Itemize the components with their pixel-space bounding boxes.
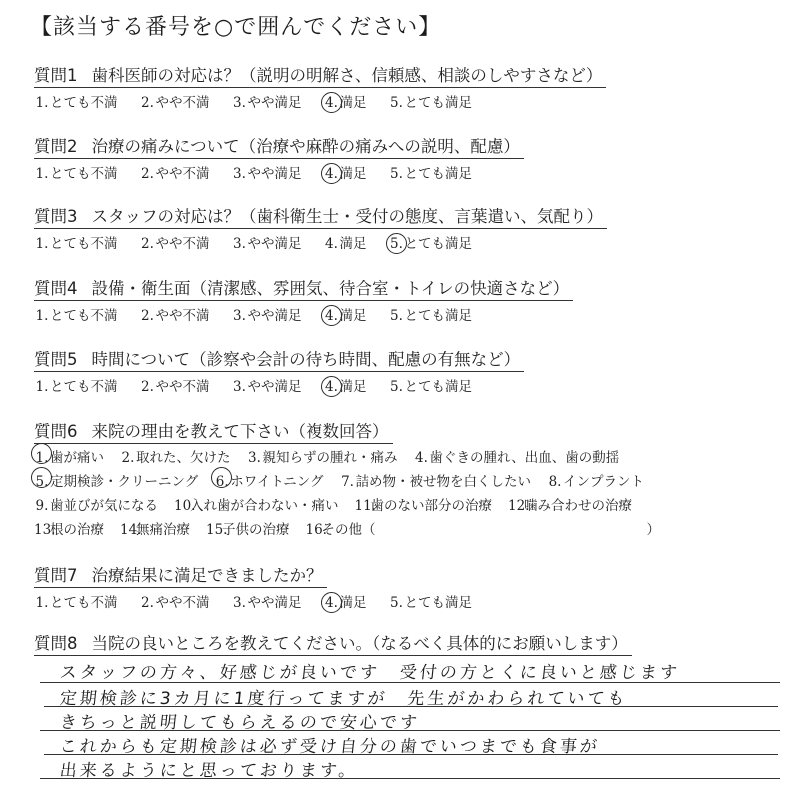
question-title <box>34 275 573 301</box>
ruled-line <box>44 706 778 707</box>
option-label: とても満足 <box>404 595 472 611</box>
option-number: 2. <box>141 379 154 395</box>
question-title <box>34 630 632 656</box>
rating-option[interactable] <box>140 304 210 324</box>
question-text: 当院の良いところを教えてください。（なるべく具体的にお願いします） <box>91 634 628 653</box>
question-number: 質問3 <box>34 207 78 226</box>
reason-row <box>34 518 794 542</box>
option-number: 1. <box>35 166 49 182</box>
option-number: 3. <box>233 166 246 182</box>
option-number: 2. <box>141 95 154 111</box>
option-label: 歯ぐきの腫れ、出血、歯の動揺 <box>429 450 620 466</box>
reason-option[interactable] <box>34 518 104 542</box>
question-text: 治療結果に満足できましたか？ <box>91 566 323 585</box>
question-text: 来院の理由を教えて下さい（複数回答） <box>91 422 389 441</box>
option-label: 満足 <box>339 379 367 395</box>
option-number: 7. <box>341 474 354 490</box>
reason-option[interactable] <box>214 470 323 494</box>
option-label: 歯が痛い <box>50 450 104 466</box>
option-number: 1. <box>35 308 49 324</box>
option-label: とても不満 <box>50 166 118 182</box>
ruled-line <box>40 778 780 779</box>
rating-option[interactable] <box>389 375 473 395</box>
option-number: 1. <box>35 379 49 395</box>
reason-option[interactable] <box>120 518 190 542</box>
ruled-line <box>44 754 778 755</box>
option-number: 5. <box>390 236 403 252</box>
option-number: 1. <box>34 446 50 470</box>
rating-option[interactable] <box>34 304 118 324</box>
rating-option[interactable] <box>232 162 302 182</box>
option-label: とても満足 <box>404 95 472 111</box>
option-number: 14. <box>120 522 142 538</box>
option-label: やや満足 <box>247 379 302 395</box>
option-number: 4. <box>325 595 338 611</box>
option-label: 根の治療 <box>50 522 104 538</box>
option-number: 3. <box>233 379 246 395</box>
question-text: 治療の痛みについて（治療や麻酔の痛みへの説明、配慮） <box>91 137 520 156</box>
reason-option[interactable] <box>34 494 158 518</box>
option-label: 満足 <box>339 308 367 324</box>
option-number: 2. <box>121 450 135 466</box>
rating-option[interactable] <box>389 304 473 324</box>
rating-option[interactable] <box>232 91 302 111</box>
option-label: とても不満 <box>50 308 118 324</box>
question-title <box>34 62 606 88</box>
option-label: 入れ歯が合わない・痛い <box>190 498 339 514</box>
rating-options <box>34 304 794 324</box>
question-title <box>34 133 524 159</box>
rating-options <box>34 591 794 611</box>
rating-option[interactable] <box>140 91 210 111</box>
rating-option[interactable] <box>140 375 210 395</box>
question-6 <box>34 418 794 542</box>
option-label: とても満足 <box>404 166 472 182</box>
reason-row <box>34 494 794 518</box>
reason-option[interactable] <box>34 446 104 470</box>
option-label: やや満足 <box>247 236 302 252</box>
reason-option[interactable] <box>340 470 532 494</box>
option-number: 4. <box>325 379 338 395</box>
rating-option[interactable] <box>324 591 367 611</box>
question-text: 時間について（診察や会計の待ち時間、配慮の有無など） <box>91 350 521 369</box>
question-number: 質問2 <box>34 137 78 156</box>
rating-option[interactable] <box>324 232 367 252</box>
question-2 <box>34 133 794 182</box>
reason-option[interactable] <box>414 446 620 470</box>
reason-row <box>34 470 794 494</box>
option-label: やや不満 <box>155 95 210 111</box>
option-label: 満足 <box>339 595 367 611</box>
option-number: 4. <box>325 236 338 252</box>
rating-option[interactable] <box>232 232 302 252</box>
option-label: やや不満 <box>155 379 210 395</box>
rating-option[interactable] <box>34 91 118 111</box>
option-label: やや満足 <box>247 308 302 324</box>
option-number: 5. <box>390 95 403 111</box>
question-number: 質問7 <box>34 566 78 585</box>
option-number: 3. <box>233 308 246 324</box>
answer-line: スタッフの方々、好感じが良いです 受付の方とくに良いと感じます <box>58 663 681 683</box>
option-number: 9. <box>35 498 49 514</box>
rating-option[interactable] <box>389 232 473 252</box>
question-text: 設備・衛生面（清潔感、雰囲気、待合室・トイレの快適さなど） <box>91 279 570 298</box>
reason-option[interactable] <box>206 518 290 542</box>
option-number: 11. <box>354 498 376 514</box>
reason-option[interactable] <box>120 446 231 470</box>
option-label: 子供の治療 <box>222 522 290 538</box>
rating-option[interactable] <box>34 232 118 252</box>
option-label: 満足 <box>339 166 367 182</box>
option-number: 2. <box>141 236 154 252</box>
option-label: とても不満 <box>50 595 118 611</box>
rating-option[interactable] <box>389 591 473 611</box>
question-7 <box>34 562 794 611</box>
reason-option[interactable] <box>34 470 198 494</box>
reason-option[interactable] <box>355 494 493 518</box>
option-label: やや満足 <box>247 95 302 111</box>
close-paren: ） <box>646 522 660 538</box>
question-4 <box>34 275 794 324</box>
option-number: 3. <box>233 595 246 611</box>
option-label: やや不満 <box>155 595 210 611</box>
option-label: とても満足 <box>404 379 472 395</box>
reason-option[interactable] <box>174 494 339 518</box>
option-number: 12. <box>508 498 530 514</box>
rating-option[interactable] <box>324 91 367 111</box>
question-text: スタッフの対応は？（歯科衛生士・受付の態度、言葉遣い、気配り） <box>91 207 603 226</box>
rating-option[interactable] <box>140 591 210 611</box>
answer-line: 定期検診に3カ月に1度行ってますが 先生がかわられていても <box>58 689 629 709</box>
page-header: 【該当する番号を○で囲んでください】 <box>30 15 442 40</box>
option-label: その他（ <box>321 522 376 538</box>
question-3 <box>34 203 794 252</box>
reason-option[interactable] <box>247 446 398 470</box>
option-label: 無痛治療 <box>136 522 190 538</box>
option-number: 4. <box>415 450 428 466</box>
rating-option[interactable] <box>140 232 210 252</box>
option-label: 定期検診・クリーニング <box>50 474 199 490</box>
question-number: 質問5 <box>34 350 78 369</box>
option-label: 満足 <box>339 95 367 111</box>
rating-option[interactable] <box>324 162 367 182</box>
reason-option[interactable] <box>306 518 376 542</box>
option-label: 親知らずの腫れ・痛み <box>262 450 398 466</box>
option-label: やや不満 <box>155 236 210 252</box>
option-number: 5. <box>390 595 403 611</box>
option-number: 6. <box>214 470 230 494</box>
option-number: 1. <box>35 95 49 111</box>
option-label: 歯のない部分の治療 <box>370 498 492 514</box>
question-number: 質問8 <box>34 634 78 653</box>
option-number: 5. <box>390 308 403 324</box>
ruled-line <box>40 730 780 731</box>
question-5 <box>34 346 794 395</box>
option-number: 1. <box>35 236 49 252</box>
option-number: 4. <box>325 166 338 182</box>
question-number: 質問6 <box>34 422 78 441</box>
rating-option[interactable] <box>34 375 118 395</box>
reason-option[interactable] <box>508 494 632 518</box>
option-label: とても不満 <box>50 95 118 111</box>
reason-option[interactable] <box>547 470 644 494</box>
option-label: 歯並びが気になる <box>50 498 158 514</box>
option-number: 5. <box>390 166 403 182</box>
option-number: 5. <box>390 379 403 395</box>
option-number: 13. <box>34 522 56 538</box>
question-text: 歯科医師の対応は？（説明の明解さ、信頼感、相談のしやすさなど） <box>91 66 603 85</box>
rating-option[interactable] <box>140 162 210 182</box>
option-label: とても不満 <box>50 379 118 395</box>
rating-option[interactable] <box>324 375 367 395</box>
option-number: 2. <box>141 595 154 611</box>
option-number: 3. <box>233 95 246 111</box>
question-8 <box>34 630 794 656</box>
rating-options <box>34 375 794 395</box>
option-number: 5. <box>34 470 50 494</box>
question-title <box>34 203 607 229</box>
rating-options <box>34 162 794 182</box>
rating-option[interactable] <box>232 304 302 324</box>
option-number: 15. <box>206 522 228 538</box>
option-number: 4. <box>325 308 338 324</box>
rating-option[interactable] <box>389 91 473 111</box>
option-label: インプラント <box>563 474 645 490</box>
option-label: 噛み合わせの治療 <box>524 498 632 514</box>
ruled-line <box>40 682 780 683</box>
question-title <box>34 418 393 444</box>
option-label: とても不満 <box>50 236 118 252</box>
option-number: 16. <box>305 522 327 538</box>
option-label: やや不満 <box>155 166 210 182</box>
option-label: とても満足 <box>404 308 472 324</box>
rating-option[interactable] <box>34 162 118 182</box>
option-label: やや満足 <box>247 166 302 182</box>
rating-option[interactable] <box>34 591 118 611</box>
option-label: やや満足 <box>247 595 302 611</box>
rating-option[interactable] <box>389 162 473 182</box>
rating-option[interactable] <box>232 375 302 395</box>
option-number: 2. <box>141 308 154 324</box>
question-title <box>34 562 327 588</box>
option-label: 詰め物・被せ物を白くしたい <box>355 474 532 490</box>
option-number: 10. <box>174 498 196 514</box>
option-label: ホワイトニング <box>230 474 324 490</box>
rating-option[interactable] <box>232 591 302 611</box>
option-label: 取れた、欠けた <box>136 450 231 466</box>
option-number: 3. <box>233 236 246 252</box>
answer-line: 出来るようにと思っております。 <box>58 761 360 781</box>
answer-line: きちっと説明してもらえるので安心です <box>58 713 421 733</box>
option-label: 満足 <box>339 236 367 252</box>
option-number: 1. <box>35 595 49 611</box>
question-title <box>34 346 524 372</box>
rating-options <box>34 91 794 111</box>
option-number: 3. <box>248 450 261 466</box>
question-number: 質問1 <box>34 66 78 85</box>
option-label: とても満足 <box>404 236 472 252</box>
option-label: やや不満 <box>155 308 210 324</box>
rating-options <box>34 232 794 252</box>
question-number: 質問4 <box>34 279 78 298</box>
option-number: 4. <box>325 95 338 111</box>
option-number: 2. <box>141 166 154 182</box>
question-1 <box>34 62 794 111</box>
answer-line: これからも定期検診は必ず受け自分の歯でいつまでも食事が <box>58 737 601 757</box>
reason-row <box>34 446 794 470</box>
rating-option[interactable] <box>324 304 367 324</box>
option-number: 8. <box>548 474 562 490</box>
